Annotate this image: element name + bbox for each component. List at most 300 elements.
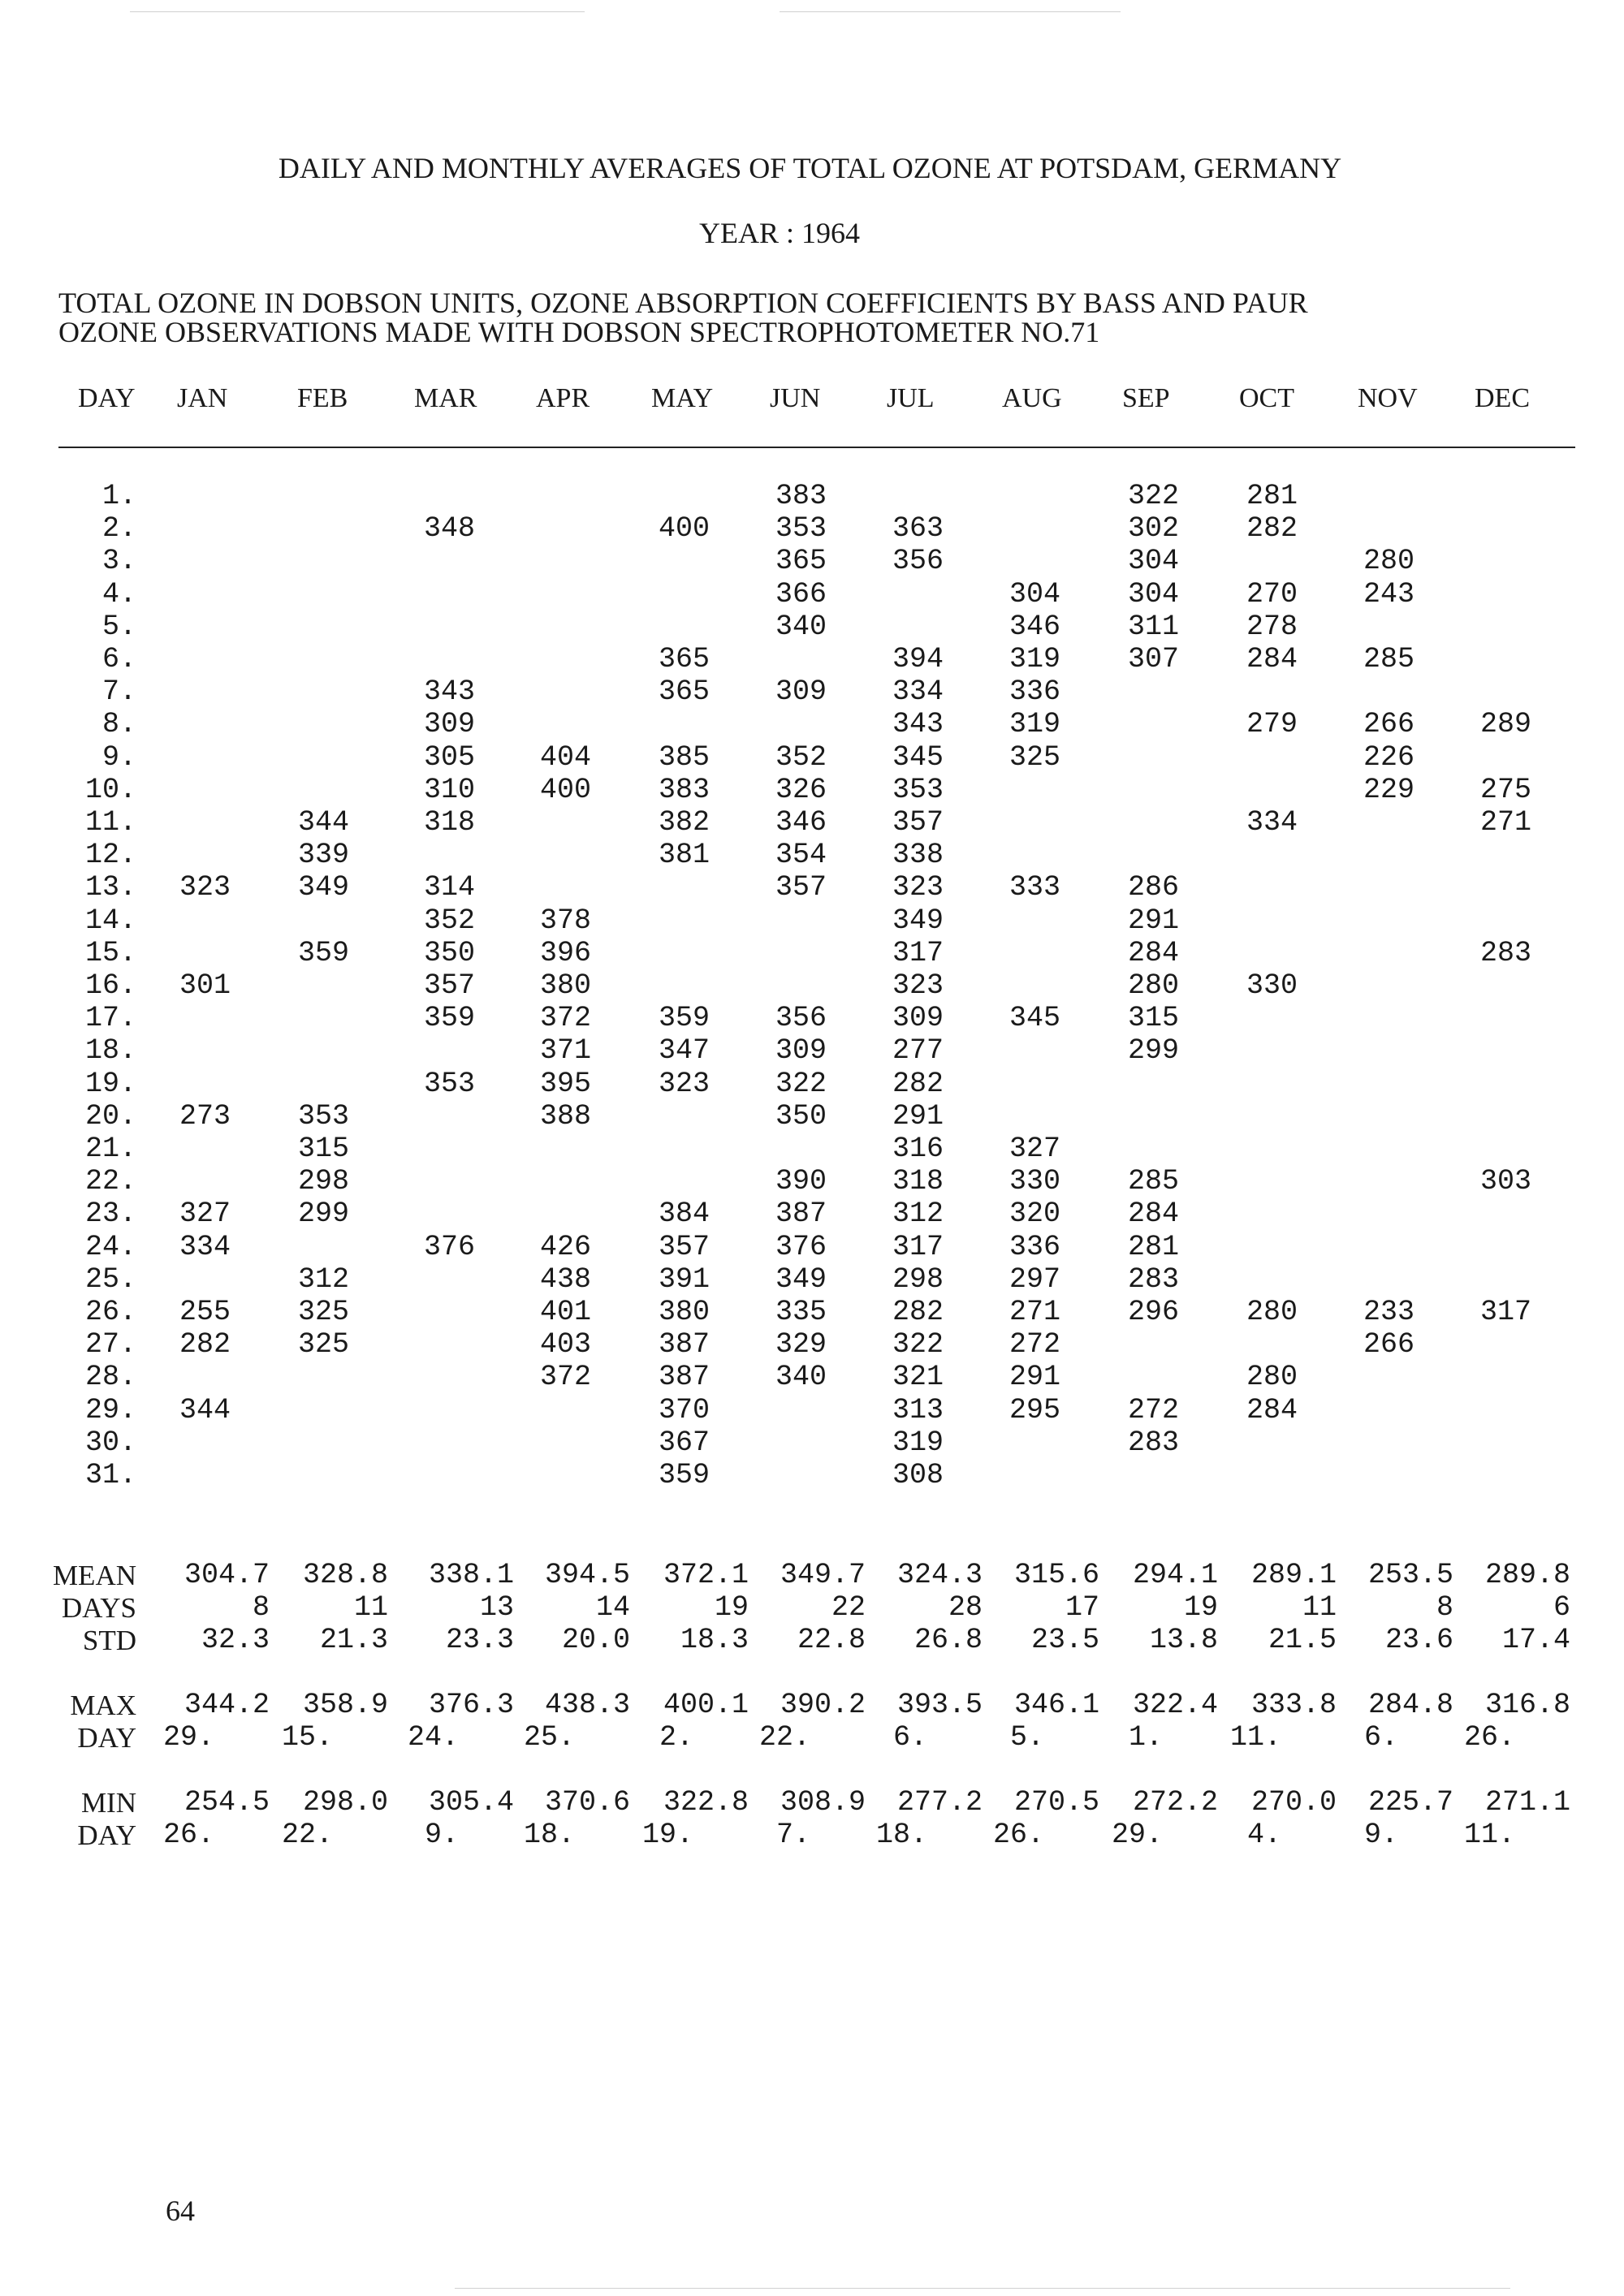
table-cell: 296	[1127, 1296, 1179, 1328]
table-cell: 266	[1363, 708, 1415, 740]
table-cell: 305	[423, 741, 475, 774]
table-cell: 352	[775, 741, 827, 774]
table-cell: 383	[658, 774, 710, 806]
table-cell: 343	[892, 708, 944, 740]
table-cell: 350	[423, 937, 475, 969]
stat-value: 8	[252, 1591, 270, 1624]
column-header-oct: OCT	[1239, 383, 1294, 413]
table-cell: 280	[1246, 1296, 1298, 1328]
day-label: 22.	[84, 1165, 136, 1198]
table-cell: 322	[1127, 480, 1179, 512]
day-label: 10.	[84, 774, 136, 806]
table-cell: 291	[1009, 1361, 1060, 1393]
table-cell: 309	[423, 708, 475, 740]
stat-value: 6	[1553, 1591, 1570, 1624]
column-header-jan: JAN	[177, 383, 228, 413]
stat-value: 19	[714, 1591, 749, 1624]
table-cell: 372	[539, 1361, 591, 1393]
table-cell: 302	[1127, 512, 1179, 545]
table-cell: 298	[297, 1165, 349, 1198]
stat-value: 225.7	[1367, 1786, 1453, 1819]
stat-value: 14	[595, 1591, 630, 1624]
stat-value: 21.5	[1268, 1624, 1337, 1656]
table-cell: 323	[892, 871, 944, 904]
stat-value: 370.6	[544, 1786, 630, 1819]
scan-artifact-line	[780, 11, 1121, 12]
day-label: 27.	[84, 1328, 136, 1361]
day-label: 9.	[102, 741, 136, 774]
table-cell: 359	[297, 937, 349, 969]
table-cell: 283	[1127, 1263, 1179, 1296]
table-cell: 395	[539, 1068, 591, 1100]
table-cell: 387	[658, 1361, 710, 1393]
stat-value: 338.1	[428, 1559, 514, 1591]
table-cell: 438	[539, 1263, 591, 1296]
stat-value: 11.	[1229, 1721, 1281, 1754]
day-label: 19.	[84, 1068, 136, 1100]
table-cell: 353	[775, 512, 827, 545]
table-cell: 284	[1127, 937, 1179, 969]
units-note: TOTAL OZONE IN DOBSON UNITS, OZONE ABSORPTION COEFFICIENTS BY BASS AND PAUR	[58, 287, 1308, 319]
stat-value: 13	[479, 1591, 514, 1624]
table-cell: 312	[297, 1263, 349, 1296]
table-cell: 308	[892, 1459, 944, 1491]
table-cell: 285	[1363, 643, 1415, 675]
stat-value: 23.3	[445, 1624, 514, 1656]
stat-value: 6.	[1363, 1721, 1398, 1754]
stat-value: 19.	[641, 1819, 693, 1851]
table-cell: 357	[658, 1231, 710, 1263]
table-cell: 330	[1009, 1165, 1060, 1198]
stat-value: 358.9	[302, 1689, 388, 1721]
day-label: 7.	[102, 675, 136, 708]
scan-artifact-line	[455, 2288, 1510, 2289]
stat-value: 344.2	[184, 1689, 270, 1721]
stat-value: 29.	[162, 1721, 214, 1754]
table-cell: 327	[179, 1198, 231, 1230]
table-cell: 334	[179, 1231, 231, 1263]
stat-value: 315.6	[1013, 1559, 1099, 1591]
table-cell: 365	[658, 675, 710, 708]
stat-value: 9.	[1363, 1819, 1398, 1851]
table-cell: 326	[775, 774, 827, 806]
stat-value: 4.	[1246, 1819, 1281, 1851]
table-cell: 401	[539, 1296, 591, 1328]
column-header-feb: FEB	[297, 383, 348, 413]
stat-value: 29.	[1111, 1819, 1163, 1851]
stat-value: 25.	[523, 1721, 575, 1754]
table-cell: 357	[423, 969, 475, 1002]
stat-label-days: DAYS	[61, 1592, 136, 1624]
day-label: 20.	[84, 1100, 136, 1133]
table-cell: 309	[892, 1002, 944, 1034]
table-cell: 320	[1009, 1198, 1060, 1230]
stat-value: 372.1	[663, 1559, 749, 1591]
table-cell: 301	[179, 969, 231, 1002]
stat-value: 322.4	[1132, 1689, 1218, 1721]
table-cell: 359	[423, 1002, 475, 1034]
stat-value: 289.8	[1484, 1559, 1570, 1591]
table-cell: 282	[892, 1296, 944, 1328]
day-label: 14.	[84, 904, 136, 937]
table-cell: 284	[1246, 643, 1298, 675]
stat-value: 438.3	[544, 1689, 630, 1721]
day-label: 28.	[84, 1361, 136, 1393]
table-cell: 318	[423, 806, 475, 839]
day-label: 23.	[84, 1198, 136, 1230]
table-cell: 277	[892, 1034, 944, 1067]
day-label: 5.	[102, 611, 136, 643]
table-cell: 343	[423, 675, 475, 708]
table-cell: 319	[1009, 708, 1060, 740]
table-cell: 323	[892, 969, 944, 1002]
table-cell: 311	[1127, 611, 1179, 643]
stat-value: 308.9	[780, 1786, 866, 1819]
stat-value: 17.4	[1501, 1624, 1570, 1656]
table-cell: 333	[1009, 871, 1060, 904]
stat-value: 328.8	[302, 1559, 388, 1591]
table-cell: 365	[775, 545, 827, 577]
table-cell: 275	[1479, 774, 1531, 806]
scan-artifact-line	[130, 11, 585, 12]
day-label: 21.	[84, 1133, 136, 1165]
table-cell: 266	[1363, 1328, 1415, 1361]
day-label: 30.	[84, 1426, 136, 1459]
stat-value: 270.5	[1013, 1786, 1099, 1819]
table-cell: 283	[1479, 937, 1531, 969]
column-header-may: MAY	[651, 383, 714, 413]
stat-value: 346.1	[1013, 1689, 1099, 1721]
table-cell: 339	[297, 839, 349, 871]
day-label: 4.	[102, 578, 136, 611]
table-cell: 314	[423, 871, 475, 904]
instrument-note: OZONE OBSERVATIONS MADE WITH DOBSON SPECTROPHOTOMETER NO.71	[58, 316, 1100, 348]
table-cell: 315	[1127, 1002, 1179, 1034]
stat-value: 26.	[162, 1819, 214, 1851]
stat-value: 9.	[424, 1819, 459, 1851]
table-cell: 396	[539, 937, 591, 969]
table-cell: 281	[1127, 1231, 1179, 1263]
table-cell: 325	[297, 1328, 349, 1361]
day-label: 18.	[84, 1034, 136, 1067]
stat-value: 26.	[1463, 1721, 1515, 1754]
table-cell: 352	[423, 904, 475, 937]
table-cell: 226	[1363, 741, 1415, 774]
table-cell: 280	[1246, 1361, 1298, 1393]
stat-value: 253.5	[1367, 1559, 1453, 1591]
stat-value: 22.8	[797, 1624, 866, 1656]
stat-label-mean: MEAN	[52, 1560, 136, 1591]
stat-value: 270.0	[1250, 1786, 1337, 1819]
table-cell: 303	[1479, 1165, 1531, 1198]
stat-value: 19	[1183, 1591, 1218, 1624]
stat-value: 8	[1436, 1591, 1453, 1624]
table-cell: 330	[1246, 969, 1298, 1002]
table-cell: 298	[892, 1263, 944, 1296]
table-cell: 391	[658, 1263, 710, 1296]
table-cell: 382	[658, 806, 710, 839]
table-cell: 270	[1246, 578, 1298, 611]
day-label: 2.	[102, 512, 136, 545]
table-cell: 255	[179, 1296, 231, 1328]
table-cell: 297	[1009, 1263, 1060, 1296]
day-label: 25.	[84, 1263, 136, 1296]
day-label: 8.	[102, 708, 136, 740]
table-cell: 353	[423, 1068, 475, 1100]
stat-value: 7.	[775, 1819, 810, 1851]
column-header-sep: SEP	[1122, 383, 1170, 413]
table-cell: 329	[775, 1328, 827, 1361]
table-cell: 353	[892, 774, 944, 806]
stat-value: 11	[353, 1591, 388, 1624]
stat-value: 2.	[659, 1721, 693, 1754]
table-cell: 349	[297, 871, 349, 904]
table-cell: 376	[423, 1231, 475, 1263]
table-cell: 233	[1363, 1296, 1415, 1328]
table-cell: 404	[539, 741, 591, 774]
table-cell: 356	[892, 545, 944, 577]
stat-value: 11.	[1463, 1819, 1515, 1851]
table-cell: 384	[658, 1198, 710, 1230]
table-cell: 336	[1009, 1231, 1060, 1263]
table-cell: 334	[1246, 806, 1298, 839]
stat-label-day: DAY	[77, 1819, 136, 1851]
stat-value: 333.8	[1250, 1689, 1337, 1721]
table-cell: 394	[892, 643, 944, 675]
table-cell: 307	[1127, 643, 1179, 675]
column-header-dec: DEC	[1475, 383, 1530, 413]
table-cell: 403	[539, 1328, 591, 1361]
stat-value: 5.	[1009, 1721, 1044, 1754]
table-cell: 388	[539, 1100, 591, 1133]
table-cell: 336	[1009, 675, 1060, 708]
column-header-mar: MAR	[414, 383, 477, 413]
table-cell: 348	[423, 512, 475, 545]
table-cell: 380	[658, 1296, 710, 1328]
stat-value: 284.8	[1367, 1689, 1453, 1721]
table-cell: 400	[658, 512, 710, 545]
table-cell: 291	[1127, 904, 1179, 937]
stat-value: 324.3	[896, 1559, 983, 1591]
stat-value: 18.	[523, 1819, 575, 1851]
year-line: YEAR : 1964	[699, 217, 860, 249]
day-label: 11.	[84, 806, 136, 839]
table-cell: 359	[658, 1459, 710, 1491]
table-cell: 354	[775, 839, 827, 871]
table-cell: 272	[1127, 1394, 1179, 1426]
table-cell: 284	[1127, 1198, 1179, 1230]
stat-value: 298.0	[302, 1786, 388, 1819]
stat-value: 11	[1302, 1591, 1337, 1624]
table-cell: 349	[892, 904, 944, 937]
stat-value: 15.	[281, 1721, 333, 1754]
stat-value: 305.4	[428, 1786, 514, 1819]
stat-value: 304.7	[184, 1559, 270, 1591]
column-header-apr: APR	[536, 383, 590, 413]
table-cell: 322	[892, 1328, 944, 1361]
table-cell: 272	[1009, 1328, 1060, 1361]
stat-value: 18.	[875, 1819, 927, 1851]
table-cell: 312	[892, 1198, 944, 1230]
table-cell: 317	[892, 937, 944, 969]
stat-value: 21.3	[319, 1624, 388, 1656]
day-label: 15.	[84, 937, 136, 969]
stat-value: 289.1	[1250, 1559, 1337, 1591]
stat-value: 26.8	[914, 1624, 983, 1656]
day-label: 13.	[84, 871, 136, 904]
table-cell: 366	[775, 578, 827, 611]
table-cell: 363	[892, 512, 944, 545]
day-label: 29.	[84, 1394, 136, 1426]
stat-value: 322.8	[663, 1786, 749, 1819]
table-cell: 319	[1009, 643, 1060, 675]
table-cell: 335	[775, 1296, 827, 1328]
stat-value: 6.	[892, 1721, 927, 1754]
table-cell: 304	[1009, 578, 1060, 611]
table-cell: 318	[892, 1165, 944, 1198]
table-cell: 282	[179, 1328, 231, 1361]
stat-value: 18.3	[680, 1624, 749, 1656]
table-cell: 299	[297, 1198, 349, 1230]
stat-value: 394.5	[544, 1559, 630, 1591]
header-rule	[58, 447, 1575, 448]
table-cell: 367	[658, 1426, 710, 1459]
stat-value: 390.2	[780, 1689, 866, 1721]
column-header-day: DAY	[78, 383, 136, 413]
table-cell: 338	[892, 839, 944, 871]
table-cell: 289	[1479, 708, 1531, 740]
stat-value: 32.3	[201, 1624, 270, 1656]
stat-value: 316.8	[1484, 1689, 1570, 1721]
table-cell: 347	[658, 1034, 710, 1067]
table-cell: 334	[892, 675, 944, 708]
table-cell: 284	[1246, 1394, 1298, 1426]
stat-value: 294.1	[1132, 1559, 1218, 1591]
table-cell: 325	[297, 1296, 349, 1328]
table-cell: 426	[539, 1231, 591, 1263]
table-cell: 282	[892, 1068, 944, 1100]
table-cell: 346	[775, 806, 827, 839]
stat-value: 376.3	[428, 1689, 514, 1721]
stat-label-day: DAY	[77, 1722, 136, 1754]
table-cell: 316	[892, 1133, 944, 1165]
stat-value: 271.1	[1484, 1786, 1570, 1819]
stat-value: 17	[1065, 1591, 1099, 1624]
table-cell: 317	[892, 1231, 944, 1263]
stat-value: 400.1	[663, 1689, 749, 1721]
stat-label-min: MIN	[80, 1787, 136, 1819]
day-label: 1.	[102, 480, 136, 512]
table-cell: 285	[1127, 1165, 1179, 1198]
day-label: 12.	[84, 839, 136, 871]
day-label: 24.	[84, 1231, 136, 1263]
day-label: 3.	[102, 545, 136, 577]
page-title: DAILY AND MONTHLY AVERAGES OF TOTAL OZONE AT POTSDAM, GERMANY	[278, 152, 1342, 184]
table-cell: 365	[658, 643, 710, 675]
table-cell: 345	[1009, 1002, 1060, 1034]
stat-value: 254.5	[184, 1786, 270, 1819]
table-cell: 273	[179, 1100, 231, 1133]
table-cell: 309	[775, 675, 827, 708]
table-cell: 376	[775, 1231, 827, 1263]
table-cell: 323	[179, 871, 231, 904]
table-cell: 279	[1246, 708, 1298, 740]
day-label: 16.	[84, 969, 136, 1002]
table-cell: 280	[1363, 545, 1415, 577]
table-cell: 291	[892, 1100, 944, 1133]
table-cell: 282	[1246, 512, 1298, 545]
table-cell: 317	[1479, 1296, 1531, 1328]
table-cell: 383	[775, 480, 827, 512]
table-cell: 371	[539, 1034, 591, 1067]
table-cell: 390	[775, 1165, 827, 1198]
stat-value: 24.	[407, 1721, 459, 1754]
table-cell: 319	[892, 1426, 944, 1459]
table-cell: 322	[775, 1068, 827, 1100]
stat-value: 22	[831, 1591, 866, 1624]
day-label: 26.	[84, 1296, 136, 1328]
column-header-nov: NOV	[1358, 383, 1418, 413]
stat-value: 22.	[758, 1721, 810, 1754]
table-cell: 295	[1009, 1394, 1060, 1426]
day-label: 31.	[84, 1459, 136, 1491]
day-label: 6.	[102, 643, 136, 675]
table-cell: 353	[297, 1100, 349, 1133]
table-cell: 340	[775, 611, 827, 643]
table-cell: 304	[1127, 545, 1179, 577]
table-cell: 309	[775, 1034, 827, 1067]
table-cell: 286	[1127, 871, 1179, 904]
stat-value: 20.0	[561, 1624, 630, 1656]
table-cell: 345	[892, 741, 944, 774]
stat-value: 272.2	[1132, 1786, 1218, 1819]
table-cell: 400	[539, 774, 591, 806]
table-cell: 229	[1363, 774, 1415, 806]
table-cell: 321	[892, 1361, 944, 1393]
table-cell: 315	[297, 1133, 349, 1165]
column-header-aug: AUG	[1002, 383, 1062, 413]
stat-value: 349.7	[780, 1559, 866, 1591]
table-cell: 387	[658, 1328, 710, 1361]
table-cell: 380	[539, 969, 591, 1002]
stat-label-std: STD	[82, 1625, 136, 1656]
table-cell: 344	[179, 1394, 231, 1426]
table-cell: 370	[658, 1394, 710, 1426]
table-cell: 271	[1479, 806, 1531, 839]
stat-label-max: MAX	[70, 1690, 136, 1721]
stat-value: 23.6	[1384, 1624, 1453, 1656]
table-cell: 349	[775, 1263, 827, 1296]
table-cell: 357	[892, 806, 944, 839]
stat-value: 277.2	[896, 1786, 983, 1819]
table-cell: 299	[1127, 1034, 1179, 1067]
stat-value: 23.5	[1030, 1624, 1099, 1656]
table-cell: 359	[658, 1002, 710, 1034]
table-cell: 283	[1127, 1426, 1179, 1459]
table-cell: 344	[297, 806, 349, 839]
table-cell: 381	[658, 839, 710, 871]
day-label: 17.	[84, 1002, 136, 1034]
table-cell: 357	[775, 871, 827, 904]
table-cell: 372	[539, 1002, 591, 1034]
table-cell: 278	[1246, 611, 1298, 643]
table-cell: 325	[1009, 741, 1060, 774]
stat-value: 26.	[992, 1819, 1044, 1851]
page-number: 64	[166, 2195, 195, 2227]
table-cell: 243	[1363, 578, 1415, 611]
table-cell: 310	[423, 774, 475, 806]
table-cell: 304	[1127, 578, 1179, 611]
